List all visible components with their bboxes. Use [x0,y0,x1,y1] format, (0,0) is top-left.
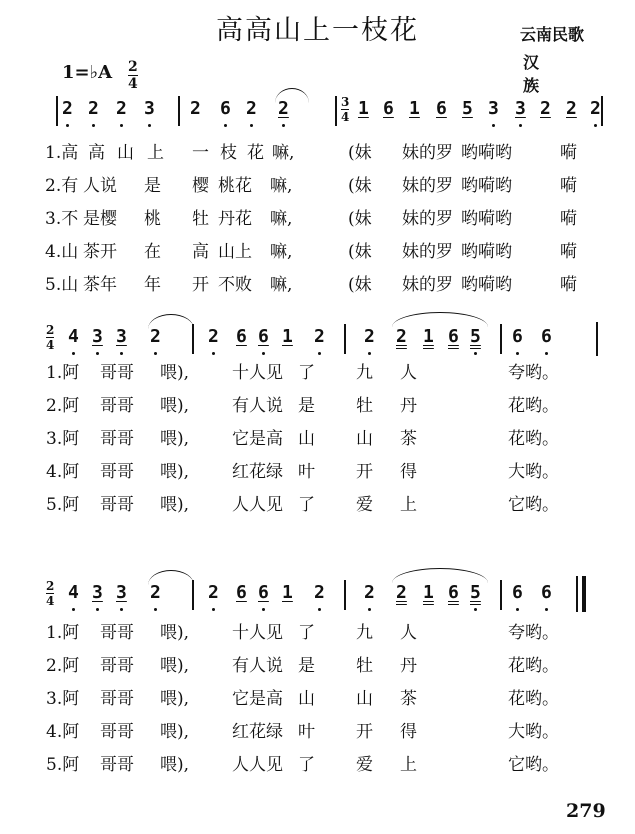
lyric-syllable: 樱 [192,176,209,196]
lyric-syllable: 桃 [144,209,161,229]
note: 2 [278,98,289,119]
lyric-syllable: 人人见 [232,755,283,775]
lyric-syllable: 喂), [160,363,190,383]
note: 3 [515,98,526,119]
lyric-syllable: 2.阿 [46,656,80,676]
bar-line [500,580,502,610]
note: 2 [150,326,161,347]
lyric-syllable: 是樱 [83,209,117,229]
lyric-syllable: 山 [298,689,315,709]
note: 2 [540,98,551,119]
lyric-syllable: 哥哥 [100,429,134,449]
lyric-syllable: 红花绿 [232,462,283,482]
lyric-syllable: 丹 [400,396,417,416]
note: 6 [448,326,459,347]
note: 2 [246,98,257,119]
lyric-syllable: 哟嗬哟 [461,143,512,163]
note: 5 [462,98,473,119]
bar-line [344,324,346,354]
lyric-syllable: 人 [400,363,417,383]
time-signature-numerator: 2 [46,579,55,593]
lyric-syllable: 4.阿 [46,722,80,742]
lyric-syllable: 有人说 [232,396,283,416]
note: 6 [541,326,552,347]
lyric-syllable: 开 [356,722,373,742]
lyric-syllable: 嗬 [560,275,577,295]
lyric-syllable: 嗬 [560,176,577,196]
lyric-syllable: 哥哥 [100,462,134,482]
lyric-syllable: (妹 [348,143,372,163]
time-signature-numerator: 2 [46,323,55,337]
note: 6 [448,582,459,603]
bar-line [500,324,502,354]
lyric-syllable: 1.高 [45,143,79,163]
lyric-syllable: 妹的罗 [402,143,453,163]
note: 3 [92,582,103,603]
bar-line [344,580,346,610]
lyric-syllable: 得 [400,462,417,482]
note: 1 [423,326,434,347]
note: 6 [220,98,231,119]
lyric-syllable: 山上 [218,242,252,262]
slur [148,314,194,329]
bar-line [56,96,58,126]
lyric-syllable: 哥哥 [100,722,134,742]
note: 1 [282,326,293,347]
lyric-syllable: 茶 [400,689,417,709]
slur [275,88,309,103]
lyric-syllable: 人人见 [232,495,283,515]
lyric-syllable: 妹的罗 [402,275,453,295]
lyric-syllable: (妹 [348,242,372,262]
page-number: 279 [566,800,606,822]
bar-line [178,96,180,126]
lyric-syllable: 得 [400,722,417,742]
lyric-syllable: 哥哥 [100,689,134,709]
lyric-syllable: 哟嗬哟 [461,242,512,262]
note: 6 [436,98,447,119]
bar-line [576,576,578,612]
lyric-syllable: 花哟。 [508,396,559,416]
lyric-syllable: 开 [356,462,373,482]
lyric-syllable: 牡 [356,656,373,676]
time-signature-initial [128,60,138,91]
note: 6 [541,582,552,603]
lyric-syllable: 丹花 [218,209,252,229]
lyric-syllable: 上 [147,143,164,163]
note: 6 [383,98,394,119]
note: 2 [396,326,407,347]
lyric-syllable: 哟嗬哟 [461,176,512,196]
lyric-syllable: 爱 [356,495,373,515]
lyric-syllable: 枝 [220,143,237,163]
slur [392,312,488,327]
lyric-syllable: 一 [192,143,209,163]
lyric-syllable: 喂), [160,495,190,515]
lyric-syllable: 喂), [160,755,190,775]
lyric-syllable: 年 [144,275,161,295]
lyric-syllable: 是 [298,656,315,676]
lyric-syllable: 哟嗬哟 [461,275,512,295]
lyric-syllable: 了 [298,363,315,383]
note: 2 [62,98,73,119]
lyric-syllable: 2.阿 [46,396,80,416]
lyric-syllable: 喂), [160,429,190,449]
lyric-syllable: 十人见 [232,623,283,643]
time-signature-numerator: 3 [341,95,350,109]
note: 4 [68,326,79,347]
note: 2 [364,582,375,603]
lyric-syllable: 4.阿 [46,462,80,482]
time-signature-change [341,96,349,123]
lyric-syllable: 喂), [160,656,190,676]
note: 3 [144,98,155,119]
slur [148,570,194,585]
lyric-syllable: 5.阿 [46,495,80,515]
time-signature [46,580,54,607]
lyric-syllable: 花哟。 [508,429,559,449]
final-bar-line [582,576,586,612]
lyric-syllable: 哥哥 [100,396,134,416]
slur [392,568,488,583]
lyric-syllable: 1.阿 [46,623,80,643]
note: 3 [116,582,127,603]
lyric-syllable: 它哟。 [508,495,559,515]
lyric-syllable: 哥哥 [100,656,134,676]
lyric-syllable: 喂), [160,689,190,709]
lyric-syllable: 了 [298,755,315,775]
lyric-syllable: 2.有 [45,176,79,196]
bar-line [596,322,598,356]
time-signature-denominator: 4 [128,76,138,92]
lyric-syllable: 嘛, [270,242,293,262]
lyric-syllable: 它是高 [232,689,283,709]
lyric-syllable: 桃花 [218,176,252,196]
lyric-syllable: 叶 [298,462,315,482]
lyric-syllable: 上 [400,755,417,775]
lyric-syllable: 红花绿 [232,722,283,742]
time-signature-denominator: 4 [341,110,350,124]
lyric-syllable: 夸哟。 [508,363,559,383]
lyric-syllable: (妹 [348,275,372,295]
song-ethnicity: 汉 族 [523,53,566,95]
time-signature-denominator: 4 [46,338,55,352]
lyric-syllable: 开 [192,275,209,295]
lyric-syllable: 嘛, [272,143,295,163]
lyric-syllable: 人说 [83,176,117,196]
key-signature: 1=♭A [62,62,113,83]
note: 2 [88,98,99,119]
lyric-syllable: 喂), [160,722,190,742]
note: 3 [92,326,103,347]
lyric-syllable: 哥哥 [100,755,134,775]
note: 1 [282,582,293,603]
lyric-syllable: 哥哥 [100,495,134,515]
note: 2 [116,98,127,119]
lyric-syllable: 是 [298,396,315,416]
note: 2 [314,326,325,347]
lyric-syllable: 牡 [192,209,209,229]
note: 6 [258,582,269,603]
lyric-syllable: 山 [117,143,134,163]
lyric-syllable: 5.山 [45,275,79,295]
lyric-syllable: 叶 [298,722,315,742]
note: 6 [258,326,269,347]
lyric-syllable: (妹 [348,209,372,229]
lyric-syllable: 嘛, [270,176,293,196]
lyric-syllable: 妹的罗 [402,242,453,262]
lyric-syllable: 山 [356,429,373,449]
lyric-syllable: 它是高 [232,429,283,449]
note: 2 [150,582,161,603]
lyric-syllable: 嗬 [560,242,577,262]
lyric-syllable: 花哟。 [508,689,559,709]
lyric-syllable: 它哟。 [508,755,559,775]
time-signature-denominator: 4 [46,594,55,608]
note: 4 [68,582,79,603]
lyric-syllable: 丹 [400,656,417,676]
time-signature [46,324,54,351]
lyric-syllable: 夸哟。 [508,623,559,643]
lyric-syllable: 茶开 [83,242,117,262]
lyric-syllable: 山 [298,429,315,449]
note: 3 [488,98,499,119]
lyric-syllable: 1.阿 [46,363,80,383]
note: 2 [208,326,219,347]
lyric-syllable: 大哟。 [508,462,559,482]
lyric-syllable: 大哟。 [508,722,559,742]
song-origin: 云南民歌 [520,25,585,44]
lyric-syllable: 哥哥 [100,623,134,643]
bar-line [335,96,337,126]
lyric-syllable: 山 [356,689,373,709]
lyric-syllable: 嘛, [270,209,293,229]
lyric-syllable: 茶年 [83,275,117,295]
lyric-syllable: 有人说 [232,656,283,676]
lyric-syllable: 嗬 [560,209,577,229]
lyric-syllable: 爱 [356,755,373,775]
lyric-syllable: 4.山 [45,242,79,262]
lyric-syllable: 喂), [160,396,190,416]
lyric-syllable: 了 [298,623,315,643]
lyric-syllable: 喂), [160,462,190,482]
lyric-syllable: 3.阿 [46,429,80,449]
lyric-syllable: 上 [400,495,417,515]
note: 1 [409,98,420,119]
note: 2 [590,98,601,119]
note: 2 [190,98,201,119]
lyric-syllable: 3.不 [45,209,79,229]
note: 2 [314,582,325,603]
lyric-syllable: 九 [356,623,373,643]
lyric-syllable: 是 [144,176,161,196]
lyric-syllable: 3.阿 [46,689,80,709]
song-title: 高高山上一枝花 [216,15,419,46]
note: 2 [566,98,577,119]
lyric-syllable: 十人见 [232,363,283,383]
lyric-syllable: 花哟。 [508,656,559,676]
note: 5 [470,582,481,603]
lyric-syllable: 在 [144,242,161,262]
lyric-syllable: 不败 [218,275,252,295]
lyric-syllable: 茶 [400,429,417,449]
note: 2 [208,582,219,603]
lyric-syllable: (妹 [348,176,372,196]
note: 5 [470,326,481,347]
note: 2 [396,582,407,603]
lyric-syllable: 嗬 [560,143,577,163]
note: 6 [512,582,523,603]
lyric-syllable: 人 [400,623,417,643]
note: 2 [364,326,375,347]
note: 6 [512,326,523,347]
lyric-syllable: 了 [298,495,315,515]
lyric-syllable: 九 [356,363,373,383]
lyric-syllable: 喂), [160,623,190,643]
time-signature-numerator: 2 [128,59,138,75]
note: 6 [236,326,247,347]
note: 3 [116,326,127,347]
lyric-syllable: 嘛, [270,275,293,295]
lyric-syllable: 高 [192,242,209,262]
lyric-syllable: 哟嗬哟 [461,209,512,229]
note: 6 [236,582,247,603]
lyric-syllable: 妹的罗 [402,209,453,229]
lyric-syllable: 哥哥 [100,363,134,383]
note: 1 [423,582,434,603]
lyric-syllable: 5.阿 [46,755,80,775]
lyric-syllable: 妹的罗 [402,176,453,196]
lyric-syllable: 牡 [356,396,373,416]
note: 1 [358,98,369,119]
lyric-syllable: 花 [247,143,264,163]
bar-line [601,96,603,126]
lyric-syllable: 高 [88,143,105,163]
